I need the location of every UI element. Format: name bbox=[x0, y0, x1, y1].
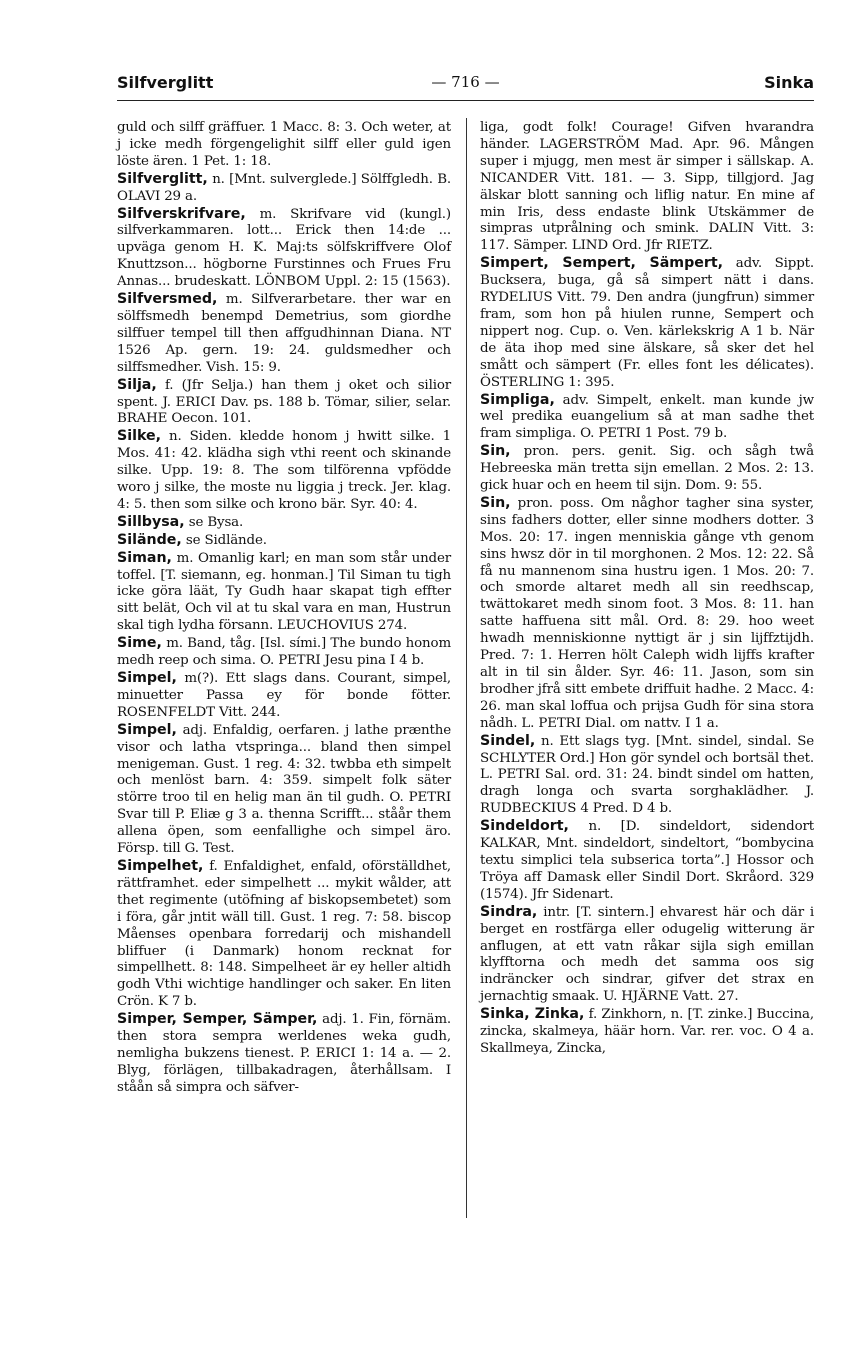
dictionary-entry bbox=[117, 858, 451, 1011]
dictionary-entry bbox=[480, 255, 814, 391]
entry-text: m. Omanlig karl; en man som står under toffel. [T. siemann, eg. honman.] Til Siman tu tigh icke göra läät, Ty Gudh haar skapat tigh effter sitt belät, Och vil at tu skal vara en man, Hustrun skal tigh lydha försann. LEUCHOVIUS 274. bbox=[117, 550, 451, 634]
dictionary-entry bbox=[117, 171, 451, 206]
entry-headword: Simpelhet, bbox=[117, 857, 204, 874]
entry-text: n. Siden. kledde honom j hwitt silke. 1 Mos. 41: 42. klädha sigh vthi reent och skinande silke. Upp. 19: 8. The som tilförenna vpfödde woro j silke, the moste nu liggia j treck. Jer. klag. 4: 5. then som silke och krono bär. Syr. 40: 4. bbox=[117, 429, 451, 512]
dictionary-entry bbox=[117, 514, 451, 532]
entry-text: adj. Enfaldig, oerfaren. j lathe prænthe visor och latha vtspringa... bland then simpel menigeman. Gust. 1 reg. 4: 32. twbba eth simpelt och menlöst barn. 4: 359. simpelt folk säter större troo til en helig man än til gudh. O. PETRI Svar till P. Eliæ g 3 a. thenna Scrifft... ståår them allena öpen, som eenfallighe och simpel äro. Försp. till G. Test. bbox=[117, 722, 451, 857]
entry-headword: Simpliga, bbox=[480, 391, 555, 408]
entry-text: m. Skrifvare vid (kungl.) silfverkammaren. lott... Erick then 14:de ... upväga genom H. K. Maj:ts sölfskriffvere Olof Knuttzson... högborne Furstinnes och Frues Fru Annas... brudeskatt. LÖNBOM Uppl. 2: 15 (1563). bbox=[117, 206, 451, 290]
entry-text: intr. [T. sintern.] ehvarest här och där i berget en rostfärga eller odugelig witterung är anflugen, at ett vatn råkar sijla sigh emillan klyfftorna och medh det samma oos sig indräncker och sindrar, gifver det strax en jernachtig smaak. U. HJÄRNE Vatt. 27. bbox=[480, 904, 814, 1005]
entry-text: liga, godt folk! Courage! Gifven hvarandra händer. LAGERSTRÖM Mad. Apr. 96. Mången super i mjugg, men mest är simper i sällskap. A. NICANDER Vitt. 181. — 3. Sipp, tillgjord. Jag älskar blott sanning och liflig natur. En mine af min Iris, dess endaste blink Utskämmer de simpras utprålning och smink. DALIN Vitt. 3: 117. Sämper. LIND Ord. Jfr RIETZ. bbox=[480, 120, 814, 254]
header-right-guideword: Sinka bbox=[764, 73, 814, 92]
dictionary-entry bbox=[480, 443, 814, 495]
entry-headword: Silfverglitt, bbox=[117, 170, 208, 187]
column-divider bbox=[466, 118, 467, 1218]
dictionary-entry bbox=[117, 635, 451, 670]
dictionary-entry bbox=[117, 670, 451, 722]
entry-text: m. Band, tåg. [Isl. sími.] The bundo honom medh reep och sima. O. PETRI Jesu pina I 4 b. bbox=[117, 636, 451, 669]
running-header bbox=[117, 73, 814, 97]
entry-headword: Silke, bbox=[117, 428, 162, 445]
entry-headword: Sillbysa, bbox=[117, 513, 185, 530]
entry-text: n. [D. sindeldort, sidendort KALKAR, Mnt. sindeldort, sindeltort, “bombycina textu simplici tela subserica torta”.] Hossor och Tröya aff Damask eller Sindil Dort. Skråord. 329 (1574). Jfr Sidenart. bbox=[480, 819, 814, 902]
header-rule bbox=[117, 100, 814, 101]
entry-text: m(?). Ett slags dans. Courant, simpel, minuetter Passa ey för bonde fötter. ROSENFELDT Vitt. 244. bbox=[117, 671, 451, 720]
entry-headword: Simpert, Sempert, Sämpert, bbox=[480, 255, 724, 272]
dictionary-entry bbox=[480, 1006, 814, 1058]
entry-text: guld och silff gräffuer. 1 Macc. 8: 3. Och weter, at j icke medh förgengelighit silff eller guld igen löste ären. 1 Pet. 1: 18. bbox=[117, 120, 451, 169]
entry-headword: Simpel, bbox=[117, 721, 177, 738]
entry-headword: Sin, bbox=[480, 494, 511, 511]
entry-headword: Sindel, bbox=[480, 732, 536, 749]
dictionary-entry bbox=[117, 532, 451, 550]
entry-headword: Sindeldort, bbox=[480, 818, 569, 835]
entry-headword: Sime, bbox=[117, 635, 162, 652]
entry-headword: Silja, bbox=[117, 376, 157, 393]
entry-headword: Silände, bbox=[117, 531, 182, 548]
entry-text: m. Silfverarbetare. ther war en sölffsmedh benempd Demetrius, som giordhe silffuer tempel till then affgudhinnan Diana. NT 1526 Ap. gern. 19: 24. guldsmedher och silffsmedher. Vish. 15: 9. bbox=[117, 292, 451, 375]
dictionary-entry bbox=[117, 377, 451, 429]
entry-text: adv. Simpelt, enkelt. man kunde jw wel predika euangelium så at man sadhe thet fram simpliga. O. PETRI 1 Post. 79 b. bbox=[480, 392, 814, 442]
dictionary-entry bbox=[117, 550, 451, 636]
entry-text: f. Enfaldighet, enfald, oförställdhet, rättframhet. eder simpelhett ... mykit wålder, att thet regimente (utöfning af biskopsembetet) som i föra, går jntit wäll till. Gust. 1 reg. 7: 58. biscop Måenses openbara forredarij och mishandell bliffuer (i Danmark) honom recknat for simpellhett. 8: 148. Simpelheet är ey heller altidh godh Vthi wichtige handlinger och saker. En liten Crön. K 7 b. bbox=[117, 858, 451, 1010]
entry-text: pron. poss. Om någhor tagher sina syster, sins fadhers dotter, eller sinne modhers dotter. 3 Mos. 20: 17. ingen menniskia gånge vth genom sins hwsz dör in til morghonen. 2 Mos. 12: 22. Så få nu mannenom sina hustru igen. 1 Mos. 20: 7. och smorde altaret medh all sin reedhscap, twättokaret medh sinom foot. 3 Mos. 8: 11. han satte haffuena sitt mål. Ord. 8: 29. hoo weet hwadh menniskionne nyttigt är j sin lijffztijdh. Pred. 7: 1. Herren hölt Caleph widh lijffs krafter alt in til sin ålder. Syr. 46: 11. Jason, som sin brodher jfrå sitt embete driffuit hadhe. 2 Macc. 4: 26. man skal loffua och prijsa Gudh för sina stora nådh. L. PETRI Dial. om nattv. I 1 a. bbox=[480, 495, 814, 731]
dictionary-entry bbox=[117, 291, 451, 377]
entry-text: adv. Sippt. Bucksera, buga, gå så simpert nätt i dans. RYDELIUS Vitt. 79. Den andra (jungfrun) simmer fram, som hon på hiulen runne, Sempert och nippert nog. Cup. o. Ven. kärlekskrig A 1 b. När de äta ihop med sine älskare, så sker det hel smått och sämpert (Fr. elles font les délicates). ÖSTERLING 1: 395. bbox=[480, 256, 814, 390]
dictionary-entry bbox=[480, 392, 814, 444]
page-number: — 716 — bbox=[431, 73, 500, 91]
header-left-guideword: Silfverglitt bbox=[117, 73, 214, 92]
entry-headword: Silfversmed, bbox=[117, 291, 218, 308]
entry-headword: Sin, bbox=[480, 443, 511, 460]
dictionary-entry bbox=[117, 206, 451, 292]
dictionary-entry bbox=[480, 818, 814, 904]
dictionary-entry bbox=[480, 120, 814, 255]
dictionary-entry bbox=[480, 495, 814, 733]
dictionary-entry bbox=[117, 428, 451, 514]
entry-headword: Sindra, bbox=[480, 903, 538, 920]
dictionary-entry bbox=[480, 904, 814, 1006]
dictionary-entry bbox=[117, 1011, 451, 1097]
entry-headword: Silfverskrifvare, bbox=[117, 205, 246, 222]
entry-text: se Sidlände. bbox=[181, 532, 267, 548]
dictionary-entry bbox=[117, 120, 451, 171]
entry-text: adj. 1. Fin, förnäm. then stora sempra werldenes weka gudh, nemligha bukzens tienest. P. ERICI 1: 14 a. — 2. Blyg, förlägen, tillbakadragen, återhållsam. I ståån så simpra och säfver- bbox=[117, 1012, 451, 1095]
dictionary-entry bbox=[117, 722, 451, 858]
entry-text: f. Zinkhorn, n. [T. zinke.] Buccina, zincka, skalmeya, häär horn. Var. rer. voc. O 4 a. Skallmeya, Zincka, bbox=[480, 1007, 814, 1056]
dictionary-entry bbox=[480, 733, 814, 819]
entry-text: f. (Jfr Selja.) han them j oket och silior spent. J. ERICI Dav. ps. 188 b. Tömar, silier, selar. BRAHE Oecon. 101. bbox=[117, 377, 451, 427]
entry-text: n. Ett slags tyg. [Mnt. sindel, sindal. Se SCHLYTER Ord.] Hon gör syndel och bortsäl thet. L. PETRI Sal. ord. 31: 24. bindt sindel om hatten, dragh longa och svarta sorghaklädher. J. RUDBECKIUS 4 Pred. D 4 b. bbox=[480, 733, 814, 817]
entry-headword: Sinka, Zinka, bbox=[480, 1006, 585, 1023]
entry-headword: Siman, bbox=[117, 549, 172, 566]
entry-headword: Simper, Semper, Sämper, bbox=[117, 1011, 318, 1028]
entry-headword: Simpel, bbox=[117, 670, 177, 686]
right-column bbox=[480, 120, 814, 1058]
entry-text: n. [Mnt. sulverglede.] Sölffgledh. B. OLAVI 29 a. bbox=[117, 171, 451, 204]
entry-text: pron. pers. genit. Sig. och sågh twå Hebreeska män tretta sijn emellan. 2 Mos. 2: 13. gick huar och en heem til sijn. Dom. 9: 55. bbox=[480, 444, 814, 494]
entry-text: se Bysa. bbox=[184, 514, 244, 530]
left-column bbox=[117, 120, 451, 1097]
